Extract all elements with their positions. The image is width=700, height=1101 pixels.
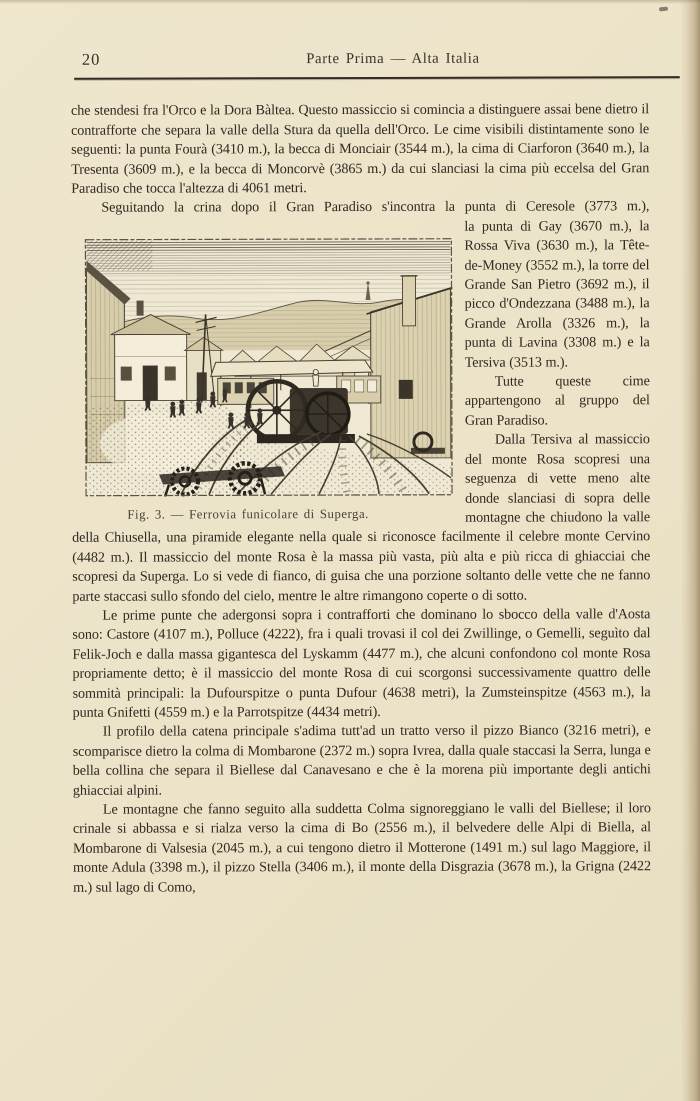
header-rule [74, 76, 680, 80]
running-head: Parte Prima — Alta Italia [306, 50, 480, 68]
paragraph-4: Dalla Tersiva al massiccio del monte Rosa scopresi una seguenza di vette meno alte donde slanciasi di sopra delle montagne che chiudono la valle della Chiusella, una piramide elegante nella quale si riconosce facilmente il celebre monte Cervino (4482 m.). Il massiccio del monte Rosa è la massa più vasta, più alta e più ricca di ghiacciai che scopresi da Superga. Lo si vede di fianco, di guisa che una porzione soltanto delle vette che ne fanno parte staccasi sullo sfondo del cielo, mentre le altre rimangono coperte o di sotto. [72, 431, 651, 605]
scan-speck [659, 7, 668, 12]
paragraph-2-lead: Seguitando la crina dopo il Gran Paradiso s'incontra la punta di Ceresole (3773 m.), [101, 198, 650, 217]
text-block [71, 47, 651, 898]
page-number: 20 [81, 49, 101, 69]
figure-caption: Fig. 3. — Ferrovia funicolare di Superga. [127, 506, 369, 522]
page-header [71, 47, 649, 71]
paragraph-2-continued: la punta di Gay (3670 m.), la Rossa Viva (3630 m.), la Tête-de-Money (3552 m.), la torre del Grande San Pietro (3692 m.), il picco d'Ondezzana (3488 m.), la Grande Arolla (3326 m.), la punta di Lavina (3308 m.) e la Tersiva (3513 m.). [464, 218, 650, 371]
figure-text-wrap [71, 217, 650, 607]
page-edge-shadow [680, 0, 700, 1101]
engraving-funicular-railway-illustration [84, 238, 453, 497]
paragraph-3: Tutte queste cime appartengono al gruppo del Gran Paradiso. [464, 373, 650, 429]
paragraph-6: Il profilo della catena principale s'adima tutt'ad un tratto verso il pizzo Bianco (3216 metri), e scomparisce dietro la colma di Mombarone (2372 m.) sopra Ivrea, dalla quale staccasi la Serra, lunga e bella collina che separa il Biellese dal Canavesano e che è la morena più importante degli antichi ghiacciai alpini. [72, 722, 651, 799]
paragraph-7: Le montagne che fanno seguito alla suddetta Colma signoreggiano le valli del Biellese; il loro crinale si abbassa e si rialza verso la cima di Bo (2556 m.), il belvedere delle Alpi di Biella, al Mombarone di Valsesia (2045 m.), a cui tengono dietro il Motterone (1491 m.) sul lago Maggiore, il monte Adula (3398 m.), il pizzo Stella (3406 m.), il monte della Disgrazia (3678 m.), la Grigna (2422 m.) sul lago di Como, [72, 800, 652, 896]
paragraph-5: Le prime punte che adergonsi sopra i contrafforti che dominano lo sbocco della valle d'Aosta sono: Castore (4107 m.), Polluce (4222), fra i quali trovasi il col dei Zwillinge, o Gemelli, seguìto dal Felik-Joch e dalla massa gigantesca del Lyskamm (4477 m.), che alcuni confondono col monte Rosa propriamente detto; è il massiccio del monte Rosa di cui scorgonsi successivamente quattro delle sommità principali: la Dufourspitze o punta Dufour (4638 metri), la Zumsteinspitze (4563 m.), la punta Gnifetti (4559 m.) e la Parrotspitze (4434 metri). [72, 606, 651, 721]
figure-3 [84, 238, 453, 523]
paragraph-1: che stendesi fra l'Orco e la Dora Bàltea. Questo massiccio si comincia a distinguere assai bene dietro il contrafforte che separa la valle della Stura da quella dell'Orco. Le cime visibili distintamente sono le seguenti: la punta Fourà (3410 m.), la becca di Monciair (3544 m.), la cima di Ciarforon (3640 m.), la Tresenta (3609 m.), e la becca di Moncorvè (3865 m.) da cui slanciasi la cima più eccelsa del Gran Paradiso che tocca l'altezza di 4061 metri. [71, 101, 650, 197]
scan-top-shadow [0, 0, 700, 4]
